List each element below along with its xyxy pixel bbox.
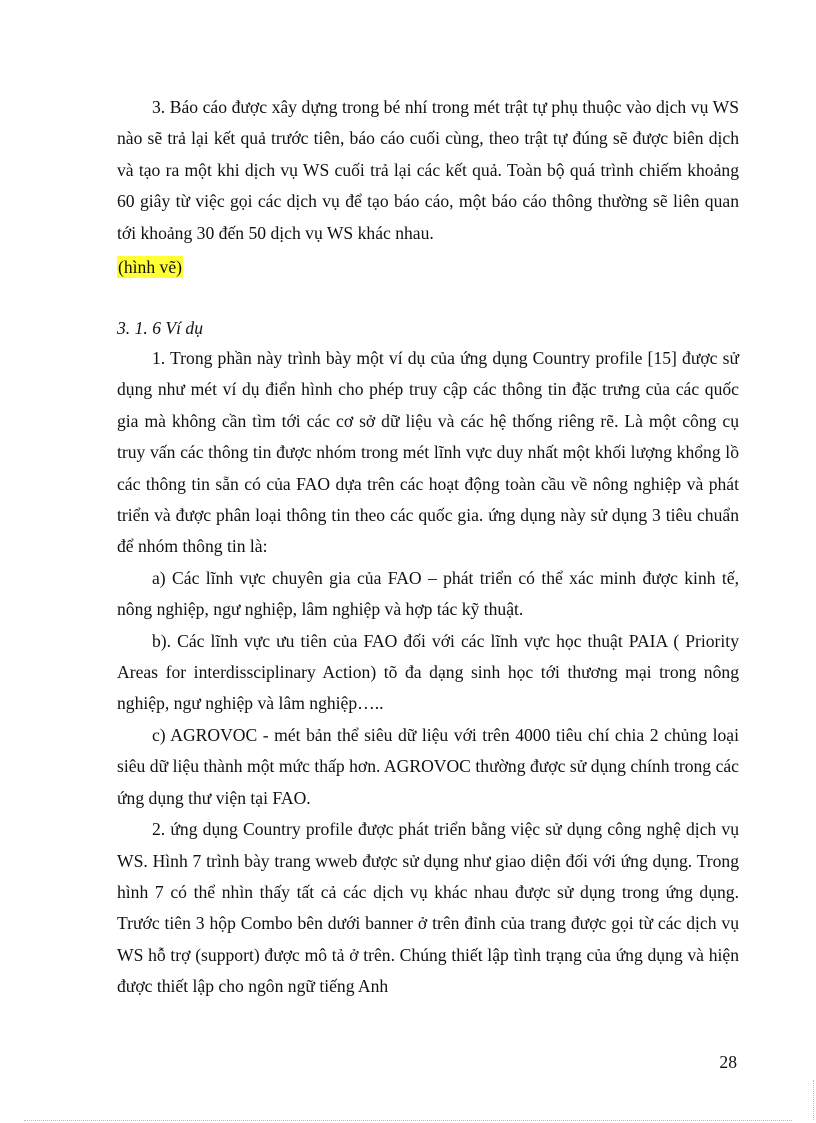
paragraph-criterion-c: c) AGROVOC - mét bản thể siêu dữ liệu với trên 4000 tiêu chí chia 2 chủng loại siêu dữ liệu thành một mức thấp hơn. AGROVOC thường được sử dụng chính trong các ứng dụng thư viện tại FAO. bbox=[117, 724, 739, 808]
paragraph-example-intro: 1. Trong phần này trình bày một ví dụ của ứng dụng Country profile [15] được sử dụng như mét ví dụ điển hình cho phép truy cập các thông tin đặc trưng của các quốc gia mà không cần tìm tới các cơ sở dữ liệu và các hệ thống riêng rẽ. Là một công cụ truy vấn các thông tin được nhóm trong mét lĩnh vực duy nhất một khối lượng khổng lồ các thông tin sẵn có của FAO dựa trên các hoạt động toàn cầu về nông nghiệp và phát triển và được phân loại thông tin theo các quốc gia. ứng dụng này sử dụng 3 tiêu chuẩn để nhóm thông tin là: bbox=[117, 348, 739, 557]
page-number: 28 bbox=[719, 1052, 737, 1072]
paragraph-country-profile: 2. ứng dụng Country profile được phát triển bằng việc sử dụng công nghệ dịch vụ WS. Hình 7 trình bày trang wweb được sử dụng như giao diện đối với ứng dụng. Trong hình 7 có thể nhìn thấy tất cả các dịch vụ khác nhau được sử dụng trong ứng dụng. Trước tiên 3 hộp Combo bên dưới banner ở trên đỉnh của trang được gọi từ các dịch vụ WS hỗ trợ (support) được mô tả ở trên. Chúng thiết lập tình trạng của ứng dụng và hiện được thiết lập cho ngôn ngữ tiếng Anh bbox=[117, 819, 739, 997]
top-text-block bbox=[117, 92, 739, 249]
paragraph-criterion-b: b). Các lĩnh vực ưu tiên của FAO đối với các lĩnh vực học thuật PAIA ( Priority Areas for interdissciplinary Action) tõ đa dạng sinh học tới thương mại trong nông nghiệp, ngư nghiệp và lâm nghiệp….. bbox=[117, 630, 739, 714]
page-right-border bbox=[813, 1080, 814, 1120]
page-bottom-border bbox=[24, 1120, 792, 1121]
highlighted-text: (hình vẽ) bbox=[118, 257, 183, 277]
paragraph-report-order: 3. Báo cáo được xây dựng trong bé nhí trong mét trật tự phụ thuộc vào dịch vụ WS nào sẽ trả lại kết quả trước tiên, báo cáo cuối cùng, theo trật tự đúng sẽ được biên dịch và tạo ra một khi dịch vụ WS cuối trả lại các kết quả. Toàn bộ quá trình chiếm khoảng 60 giây từ việc gọi các dịch vụ để tạo báo cáo, một báo cáo thông thường sẽ liên quan tới khoảng 30 đến 50 dịch vụ WS khác nhau. bbox=[117, 97, 739, 243]
main-text-block bbox=[117, 343, 739, 1003]
section-heading: 3. 1. 6 Ví dụ bbox=[117, 318, 204, 338]
paragraph-criterion-a: a) Các lĩnh vực chuyên gia của FAO – phát triển có thể xác minh được kinh tế, nông nghiệp, ngư nghiệp, lâm nghiệp và hợp tác kỹ thuật. bbox=[117, 567, 739, 620]
figure-placeholder-note bbox=[117, 256, 183, 278]
